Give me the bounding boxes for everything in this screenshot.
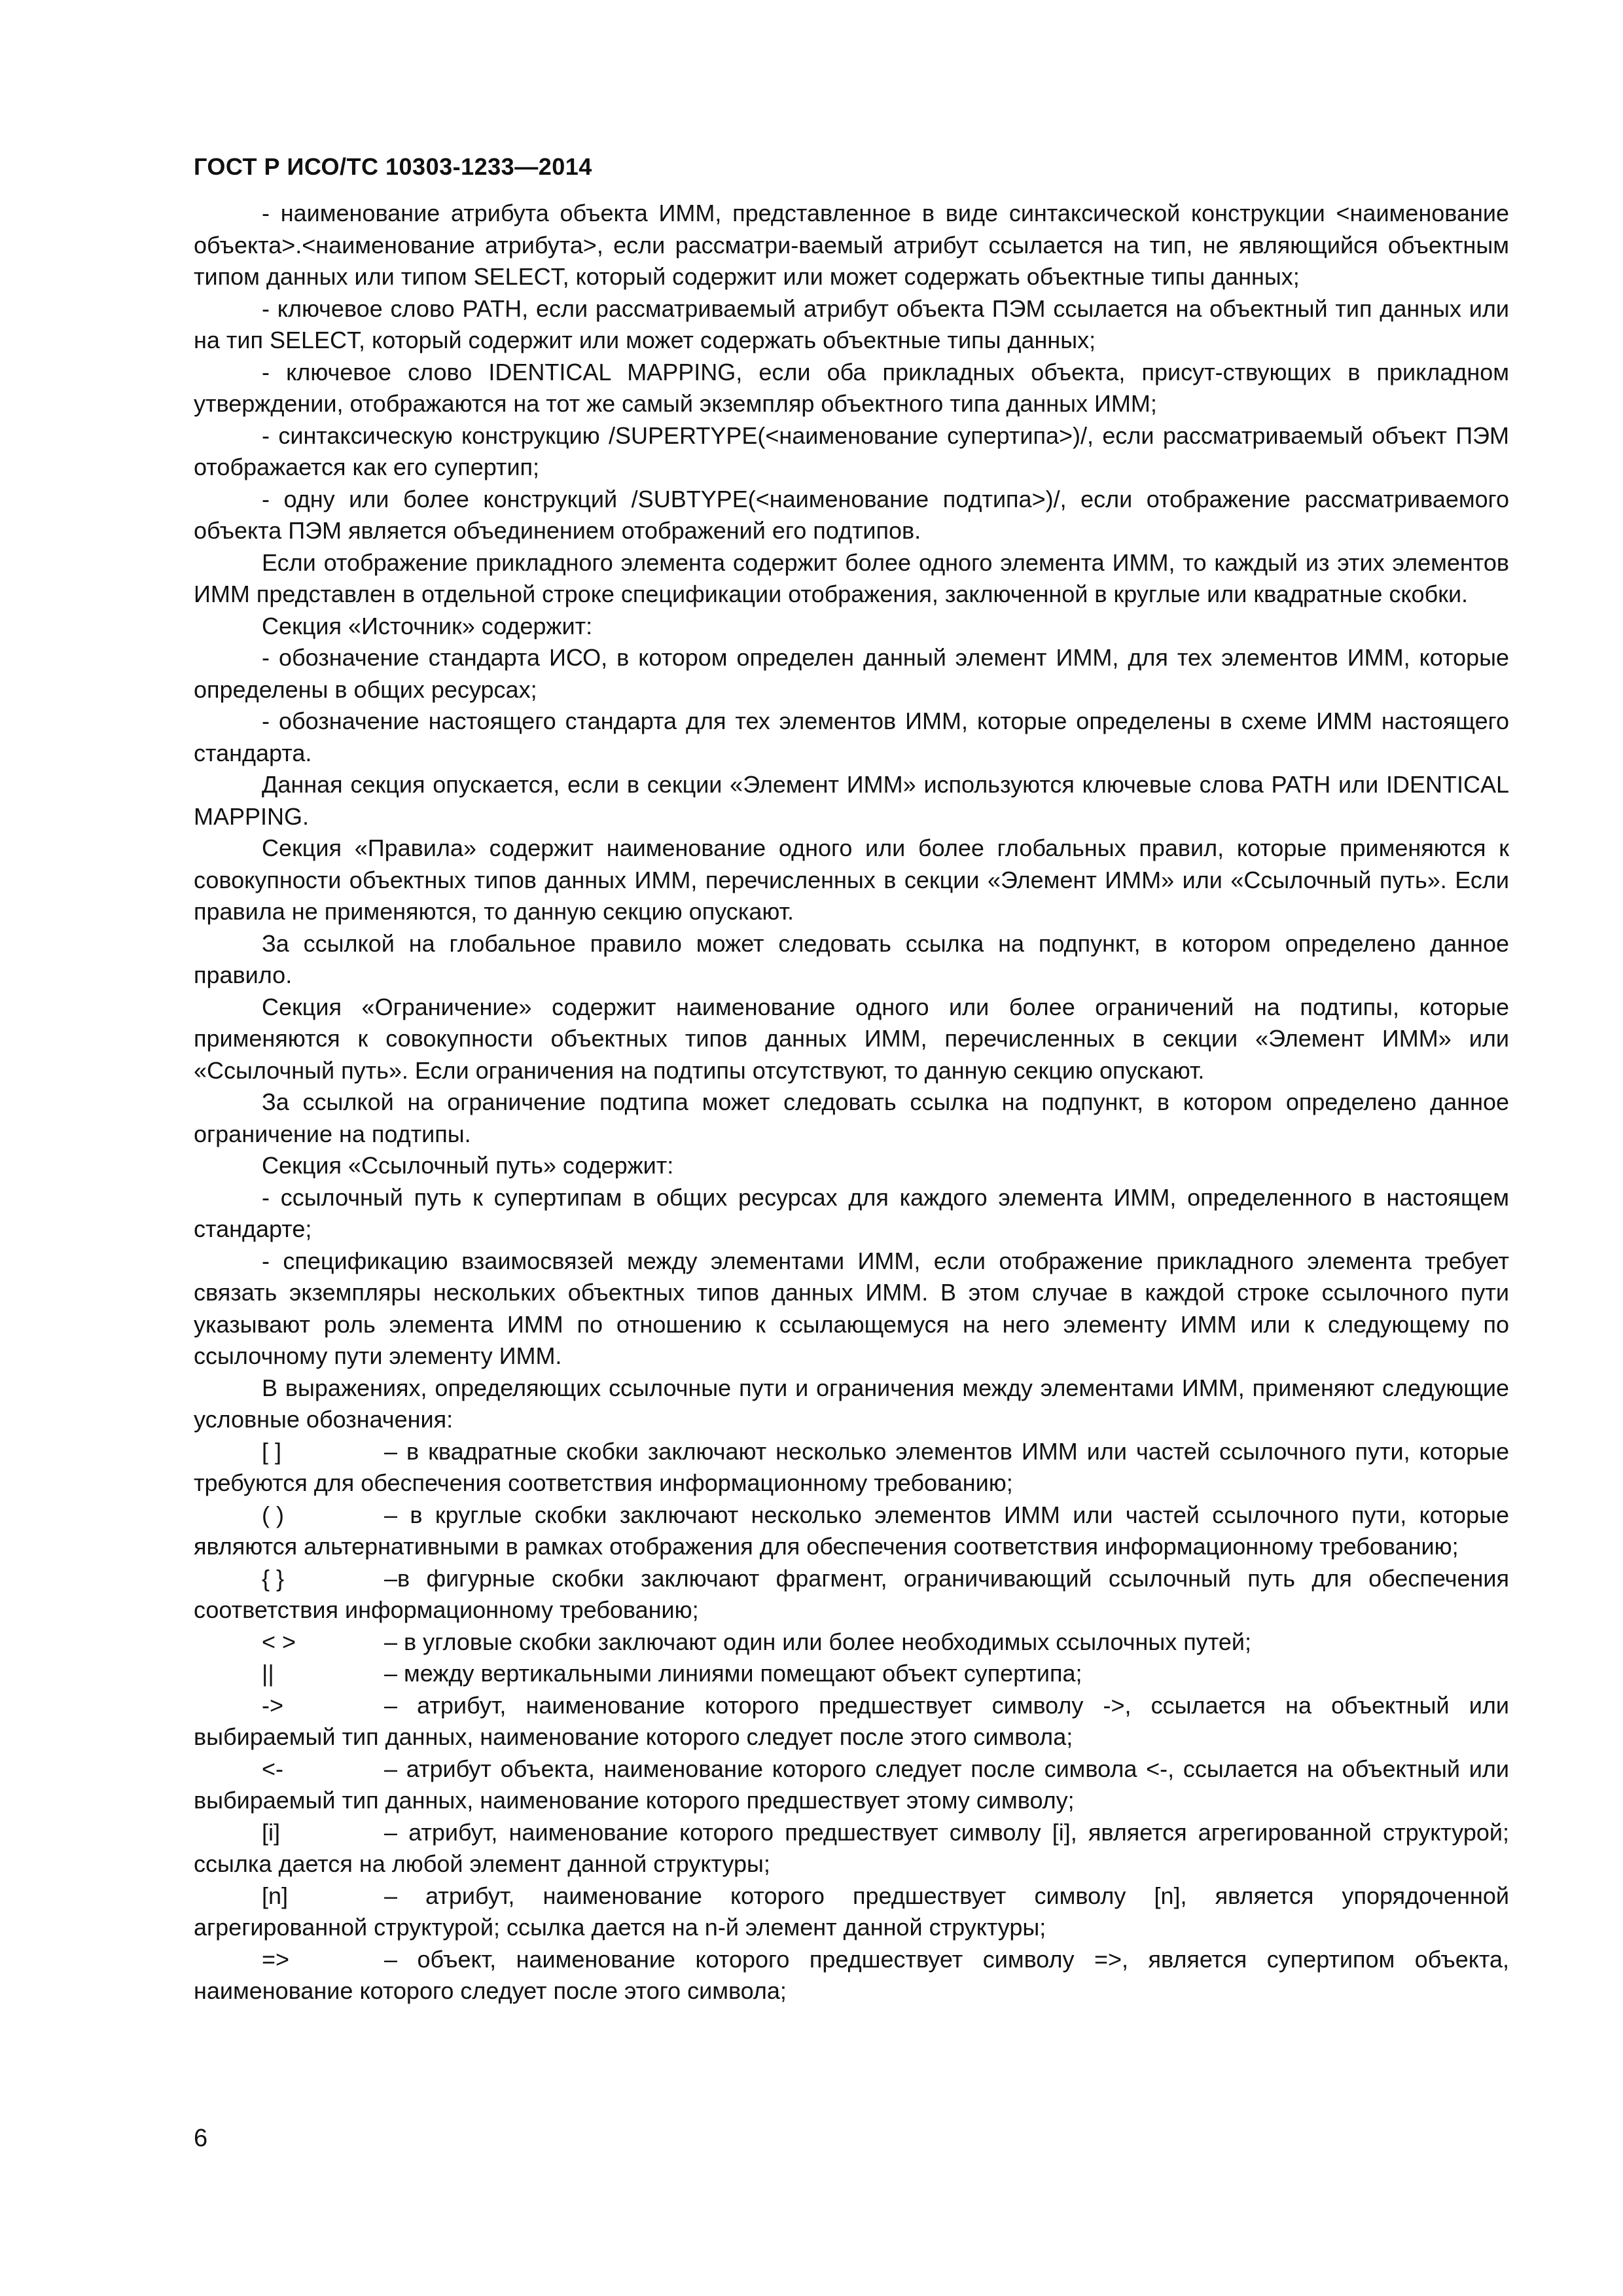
standard-header: ГОСТ Р ИСО/ТС 10303-1233—2014 xyxy=(194,153,592,180)
definition-item xyxy=(194,1658,1509,1690)
paragraph: - ключевое слово IDENTICAL MAPPING, если оба прикладных объекта, присут-ствующих в прикладном утверждении, отображаются на тот же самый экземпляр объектного типа данных ИММ; xyxy=(194,358,1509,417)
definition-symbol: [i] xyxy=(262,1818,281,1846)
definition-text: – в квадратные скобки заключают несколько элементов ИММ или частей ссылочного пути, которые требуются для обеспечения соответствия информационному требованию; xyxy=(194,1437,1509,1496)
definition-symbol: ( ) xyxy=(262,1501,284,1528)
body-text xyxy=(194,198,1509,2007)
definition-text: – атрибут, наименование которого предшествует символу [i], является агрегированной структурой; ссылка дается на любой элемент данной структуры; xyxy=(194,1818,1509,1877)
definition-text: – в круглые скобки заключают несколько элементов ИММ или частей ссылочного пути, которые являются альтернативными в рамках отображения для обеспечения соответствия информационному требованию; xyxy=(194,1501,1509,1560)
paragraph: - ссылочный путь к супертипам в общих ресурсах для каждого элемента ИММ, определенного в настоящем стандарте; xyxy=(194,1183,1509,1242)
definition-symbol: -> xyxy=(262,1691,284,1719)
definition-text: – между вертикальными линиями помещают объект супертипа; xyxy=(384,1660,1082,1687)
page-number: 6 xyxy=(194,2125,208,2152)
definition-item xyxy=(194,1436,1509,1499)
paragraph: В выражениях, определяющих ссылочные пути и ограничения между элементами ИММ, применяют следующие условные обозначения: xyxy=(194,1374,1509,1433)
paragraph: - спецификацию взаимосвязей между элементами ИММ, если отображение прикладного элемента требует связать экземпляры нескольких объектных типов данных ИММ. В этом случае в каждой строке ссылочного пути указывают роль элемента ИММ по отношению к ссылающемуся на него элементу ИММ или к следующему по ссылочному пути элементу ИММ. xyxy=(194,1247,1509,1369)
definition-item xyxy=(194,1626,1509,1659)
definition-text: – атрибут объекта, наименование которого следует после символа <-, ссылается на объектный или выбираемый тип данных, наименование которого предшествует этому символу; xyxy=(194,1755,1509,1814)
paragraph: - синтаксическую конструкцию /SUPERTYPE(<наименование супертипа>)/, если рассматриваемый объект ПЭМ отображается как его супертип; xyxy=(194,422,1509,480)
definition-text: – атрибут, наименование которого предшествует символу ->, ссылается на объектный или выбираемый тип данных, наименование которого следует после этого символа; xyxy=(194,1691,1509,1750)
definition-text: – объект, наименование которого предшествует символу =>, является супертипом объекта, наименование которого следует после этого символа; xyxy=(194,1945,1509,2004)
paragraph: Данная секция опускается, если в секции «Элемент ИММ» используются ключевые слова PATH или IDENTICAL MAPPING. xyxy=(194,771,1509,830)
paragraph: Если отображение прикладного элемента содержит более одного элемента ИММ, то каждый из этих элементов ИММ представлен в отдельной строке спецификации отображения, заключенной в круглые или квадратные скобки. xyxy=(194,548,1509,607)
paragraph: - наименование атрибута объекта ИММ, представленное в виде синтаксической конструкции <наименование объекта>.<наименование атрибута>, если рассматри-ваемый атрибут ссылается на тип, не являющийся объектным типом данных или типом SELECT, который содержит или может содержать объектные типы данных; xyxy=(194,200,1509,290)
definition-symbol: => xyxy=(262,1945,290,1973)
paragraph: - обозначение стандарта ИСО, в котором определен данный элемент ИММ, для тех элементов ИММ, которые определены в общих ресурсах; xyxy=(194,644,1509,703)
definition-symbol: [ ] xyxy=(262,1437,282,1465)
definition-item xyxy=(194,1753,1509,1817)
paragraph: За ссылкой на глобальное правило может следовать ссылка на подпункт, в котором определено данное правило. xyxy=(194,929,1509,988)
definition-text: –в фигурные скобки заключают фрагмент, ограничивающий ссылочный путь для обеспечения соответствия информационному требованию; xyxy=(194,1564,1509,1623)
definition-text: – атрибут, наименование которого предшествует символу [n], является упорядоченной агрегированной структурой; ссылка дается на n-й элемент данной структуры; xyxy=(194,1882,1509,1941)
paragraph: Секция «Правила» содержит наименование одного или более глобальных правил, которые применяются к совокупности объектных типов данных ИММ, перечисленных в секции «Элемент ИММ» или «Ссылочный путь». Если правила не применяются, то данную секцию опускают. xyxy=(194,834,1509,925)
definition-item xyxy=(194,1690,1509,1753)
definition-item xyxy=(194,1563,1509,1626)
definition-item xyxy=(194,1880,1509,1944)
definition-item xyxy=(194,1817,1509,1880)
paragraph: Секция «Ссылочный путь» содержит: xyxy=(262,1152,674,1179)
definition-symbol: [n] xyxy=(262,1882,289,1909)
definition-symbol: { } xyxy=(262,1564,285,1592)
definition-item xyxy=(194,1944,1509,2007)
definition-symbol: || xyxy=(262,1660,274,1687)
paragraph: Секция «Источник» содержит: xyxy=(262,612,593,639)
paragraph: - одну или более конструкций /SUBTYPE(<наименование подтипа>)/, если отображение рассматриваемого объекта ПЭМ является объединением отображений его подтипов. xyxy=(194,485,1509,544)
paragraph: За ссылкой на ограничение подтипа может следовать ссылка на подпункт, в котором определено данное ограничение на подтипы. xyxy=(194,1088,1509,1147)
definition-symbol: < > xyxy=(262,1628,296,1655)
definition-text: – в угловые скобки заключают один или более необходимых ссылочных путей; xyxy=(384,1628,1251,1655)
paragraph: - ключевое слово PATH, если рассматриваемый атрибут объекта ПЭМ ссылается на объектный тип данных или на тип SELECT, который содержит или может содержать объектные типы данных; xyxy=(194,295,1509,353)
definition-item xyxy=(194,1499,1509,1563)
paragraph: - обозначение настоящего стандарта для тех элементов ИММ, которые определены в схеме ИММ настоящего стандарта. xyxy=(194,708,1509,766)
paragraph: Секция «Ограничение» содержит наименование одного или более ограничений на подтипы, которые применяются к совокупности объектных типов данных ИММ, перечисленных в секции «Элемент ИММ» или «Ссылочный путь». Если ограничения на подтипы отсутствуют, то данную секцию опускают. xyxy=(194,993,1509,1084)
definition-symbol: <- xyxy=(262,1755,284,1782)
